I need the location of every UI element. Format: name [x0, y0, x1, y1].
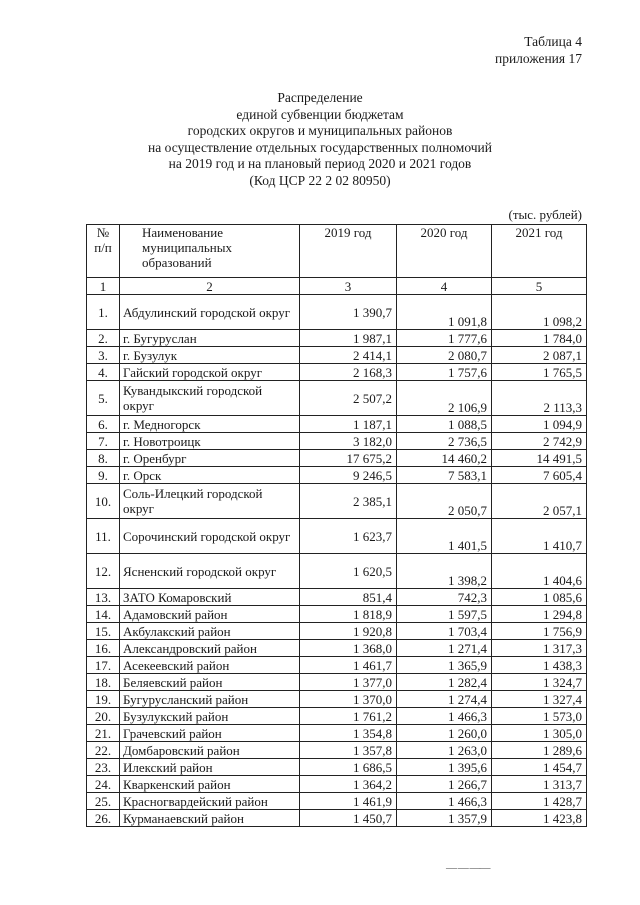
municipality-name: Сорочинский городской округ [120, 519, 300, 554]
table-row [87, 347, 587, 364]
value-2021: 1 428,7 [492, 793, 587, 810]
value-2020: 1 466,3 [397, 708, 492, 725]
header-num: № п/п [87, 225, 120, 278]
value-2020: 1 703,4 [397, 623, 492, 640]
table-reference [495, 33, 582, 67]
table-row [87, 364, 587, 381]
municipality-name: Курманаевский район [120, 810, 300, 827]
municipality-name: Абдулинский городской округ [120, 295, 300, 330]
municipality-name: Бузулукский район [120, 708, 300, 725]
value-2020: 1 091,8 [397, 295, 492, 330]
value-2020: 1 395,6 [397, 759, 492, 776]
row-number: 3. [87, 347, 120, 364]
value-2020: 14 460,2 [397, 450, 492, 467]
municipality-name: г. Бузулук [120, 347, 300, 364]
value-2020: 1 357,9 [397, 810, 492, 827]
value-2019: 1 354,8 [300, 725, 397, 742]
value-2021: 1 327,4 [492, 691, 587, 708]
value-2021: 1 289,6 [492, 742, 587, 759]
value-2019: 17 675,2 [300, 450, 397, 467]
municipality-name: Асекеевский район [120, 657, 300, 674]
value-2020: 1 597,5 [397, 606, 492, 623]
municipality-name: Бугурусланский район [120, 691, 300, 708]
value-2019: 1 818,9 [300, 606, 397, 623]
value-2021: 1 085,6 [492, 589, 587, 606]
value-2021: 1 756,9 [492, 623, 587, 640]
value-2020: 1 260,0 [397, 725, 492, 742]
value-2020: 1 401,5 [397, 519, 492, 554]
row-number: 23. [87, 759, 120, 776]
value-2021: 2 057,1 [492, 484, 587, 519]
title-line: на 2019 год и на плановый период 2020 и 2021 годов [168, 156, 472, 172]
table-row [87, 742, 587, 759]
value-2021: 1 784,0 [492, 330, 587, 347]
municipality-name: Ясненский городской округ [120, 554, 300, 589]
value-2021: 1 305,0 [492, 725, 587, 742]
column-number: 5 [492, 278, 587, 295]
title-line: единой субвенции бюджетам [236, 106, 404, 122]
table-row [87, 381, 587, 416]
municipality-name: Адамовский район [120, 606, 300, 623]
municipality-name: Акбулакский район [120, 623, 300, 640]
column-number: 4 [397, 278, 492, 295]
value-2019: 2 168,3 [300, 364, 397, 381]
municipality-name: г. Бугуруслан [120, 330, 300, 347]
municipality-name: Домбаровский район [120, 742, 300, 759]
table-row [87, 674, 587, 691]
value-2020: 1 757,6 [397, 364, 492, 381]
row-number: 4. [87, 364, 120, 381]
row-number: 12. [87, 554, 120, 589]
value-2021: 2 087,1 [492, 347, 587, 364]
value-2020: 1 271,4 [397, 640, 492, 657]
municipality-name: Александровский район [120, 640, 300, 657]
municipality-name: г. Оренбург [120, 450, 300, 467]
row-number: 9. [87, 467, 120, 484]
table-row [87, 691, 587, 708]
table-row [87, 484, 587, 519]
municipality-name: Илекский район [120, 759, 300, 776]
row-number: 16. [87, 640, 120, 657]
row-number: 2. [87, 330, 120, 347]
value-2020: 1 777,6 [397, 330, 492, 347]
value-2019: 1 920,8 [300, 623, 397, 640]
column-number: 1 [87, 278, 120, 295]
column-number: 3 [300, 278, 397, 295]
table-number: Таблица 4 [524, 34, 582, 49]
row-number: 21. [87, 725, 120, 742]
value-2021: 1 765,5 [492, 364, 587, 381]
value-2019: 1 450,7 [300, 810, 397, 827]
row-number: 15. [87, 623, 120, 640]
row-number: 7. [87, 433, 120, 450]
value-2019: 1 377,0 [300, 674, 397, 691]
municipality-name: ЗАТО Комаровский [120, 589, 300, 606]
row-number: 24. [87, 776, 120, 793]
header-row [87, 225, 587, 278]
municipality-name: Гайский городской округ [120, 364, 300, 381]
municipality-name: г. Новотроицк [120, 433, 300, 450]
value-2020: 1 266,7 [397, 776, 492, 793]
title-line: Распределение [277, 90, 363, 105]
municipality-name: Беляевский район [120, 674, 300, 691]
municipality-name: Грачевский район [120, 725, 300, 742]
value-2021: 1 410,7 [492, 519, 587, 554]
value-2020: 1 088,5 [397, 416, 492, 433]
municipality-name: Кваркенский район [120, 776, 300, 793]
table-row [87, 554, 587, 589]
value-2019: 1 357,8 [300, 742, 397, 759]
value-2021: 1 454,7 [492, 759, 587, 776]
value-2019: 2 507,2 [300, 381, 397, 416]
value-2020: 1 365,9 [397, 657, 492, 674]
units-label: (тыс. рублей) [508, 207, 582, 222]
row-number: 19. [87, 691, 120, 708]
page-mark: — — —— [446, 862, 490, 874]
row-number: 25. [87, 793, 120, 810]
value-2020: 2 106,9 [397, 381, 492, 416]
row-number: 5. [87, 381, 120, 416]
table-row [87, 776, 587, 793]
table-row [87, 589, 587, 606]
value-2019: 1 686,5 [300, 759, 397, 776]
row-number: 26. [87, 810, 120, 827]
row-number: 8. [87, 450, 120, 467]
table-row [87, 416, 587, 433]
value-2019: 2 414,1 [300, 347, 397, 364]
table-row [87, 330, 587, 347]
value-2019: 1 370,0 [300, 691, 397, 708]
value-2020: 742,3 [397, 589, 492, 606]
value-2020: 2 080,7 [397, 347, 492, 364]
value-2021: 2 742,9 [492, 433, 587, 450]
municipality-name: г. Медногорск [120, 416, 300, 433]
table-row [87, 725, 587, 742]
title-line: на осуществление отдельных государственных полномочий [148, 139, 492, 155]
row-number: 18. [87, 674, 120, 691]
table-row [87, 708, 587, 725]
header-2021: 2021 год [492, 225, 587, 278]
value-2021: 1 438,3 [492, 657, 587, 674]
table-row [87, 295, 587, 330]
row-number: 22. [87, 742, 120, 759]
table-row [87, 623, 587, 640]
table-row [87, 467, 587, 484]
value-2021: 7 605,4 [492, 467, 587, 484]
value-2021: 2 113,3 [492, 381, 587, 416]
table-row [87, 640, 587, 657]
value-2020: 2 050,7 [397, 484, 492, 519]
value-2019: 2 385,1 [300, 484, 397, 519]
value-2019: 1 761,2 [300, 708, 397, 725]
row-number: 1. [87, 295, 120, 330]
row-number: 20. [87, 708, 120, 725]
municipality-name: Кувандыкский городской округ [120, 381, 300, 416]
table-row [87, 519, 587, 554]
value-2019: 1 987,1 [300, 330, 397, 347]
value-2019: 1 623,7 [300, 519, 397, 554]
value-2019: 1 461,7 [300, 657, 397, 674]
value-2021: 1 573,0 [492, 708, 587, 725]
table-row [87, 606, 587, 623]
header-2019: 2019 год [300, 225, 397, 278]
column-number-row [87, 278, 587, 295]
value-2020: 7 583,1 [397, 467, 492, 484]
table-row [87, 810, 587, 827]
municipality-name: Соль-Илецкий городской округ [120, 484, 300, 519]
value-2019: 1 461,9 [300, 793, 397, 810]
table-row [87, 793, 587, 810]
row-number: 17. [87, 657, 120, 674]
value-2020: 1 398,2 [397, 554, 492, 589]
row-number: 13. [87, 589, 120, 606]
municipality-name: г. Орск [120, 467, 300, 484]
column-number: 2 [120, 278, 300, 295]
value-2021: 1 098,2 [492, 295, 587, 330]
value-2019: 1 390,7 [300, 295, 397, 330]
value-2020: 2 736,5 [397, 433, 492, 450]
value-2021: 1 313,7 [492, 776, 587, 793]
row-number: 11. [87, 519, 120, 554]
value-2021: 1 317,3 [492, 640, 587, 657]
value-2021: 1 324,7 [492, 674, 587, 691]
municipality-name: Красногвардейский район [120, 793, 300, 810]
table-row [87, 433, 587, 450]
value-2019: 1 364,2 [300, 776, 397, 793]
value-2020: 1 263,0 [397, 742, 492, 759]
value-2020: 1 466,3 [397, 793, 492, 810]
row-number: 10. [87, 484, 120, 519]
header-name: Наименование муниципальных образований [120, 225, 300, 278]
value-2020: 1 282,4 [397, 674, 492, 691]
value-2019: 1 620,5 [300, 554, 397, 589]
value-2021: 1 294,8 [492, 606, 587, 623]
subvention-table [86, 224, 587, 827]
value-2019: 1 187,1 [300, 416, 397, 433]
value-2020: 1 274,4 [397, 691, 492, 708]
value-2019: 3 182,0 [300, 433, 397, 450]
title-line: (Код ЦСР 22 2 02 80950) [249, 172, 391, 188]
row-number: 6. [87, 416, 120, 433]
header-2020: 2020 год [397, 225, 492, 278]
table-row [87, 657, 587, 674]
value-2021: 1 094,9 [492, 416, 587, 433]
table-row [87, 759, 587, 776]
title-line: городских округов и муниципальных районов [187, 123, 453, 139]
document-title [0, 90, 640, 190]
value-2019: 851,4 [300, 589, 397, 606]
table-row [87, 450, 587, 467]
value-2019: 9 246,5 [300, 467, 397, 484]
value-2019: 1 368,0 [300, 640, 397, 657]
value-2021: 14 491,5 [492, 450, 587, 467]
row-number: 14. [87, 606, 120, 623]
appendix-number: приложения 17 [494, 51, 582, 66]
value-2021: 1 404,6 [492, 554, 587, 589]
value-2021: 1 423,8 [492, 810, 587, 827]
